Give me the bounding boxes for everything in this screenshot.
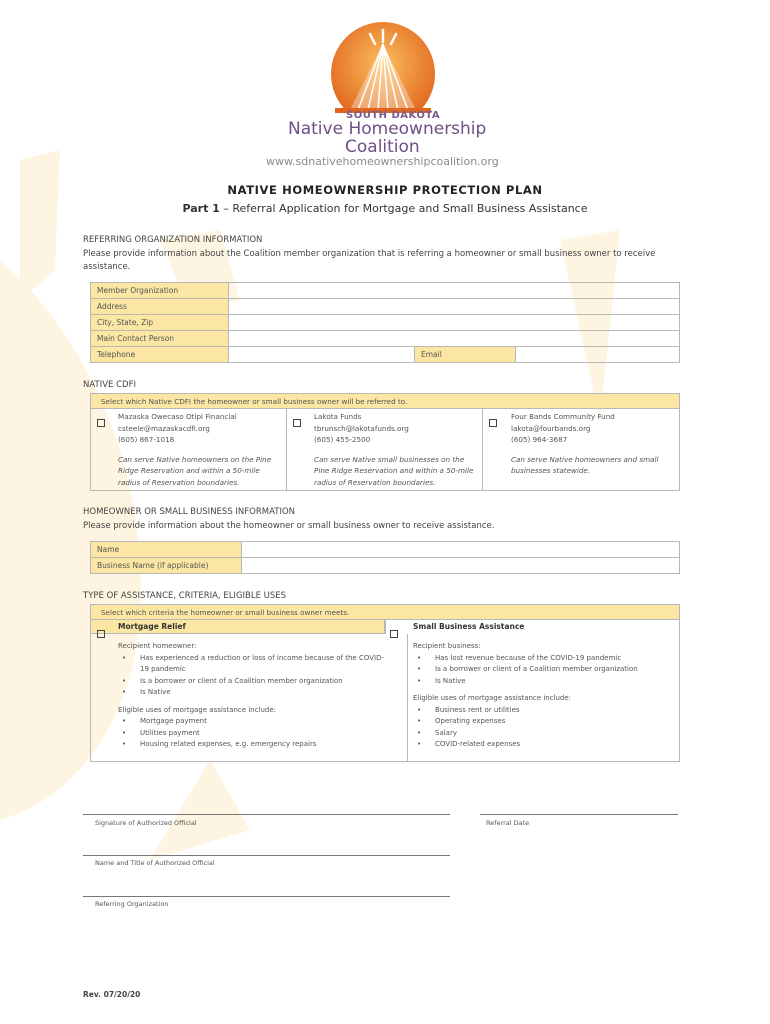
divider bbox=[482, 408, 483, 491]
use-item: • Utilities payment bbox=[118, 728, 388, 740]
criteria-item: • Has lost revenue because of the COVID-19 pandemic bbox=[413, 653, 673, 665]
logo-line-3: Coalition bbox=[345, 137, 420, 157]
main-contact-label: Main Contact Person bbox=[91, 331, 229, 347]
member-org-label: Member Organization bbox=[91, 283, 229, 299]
cdfi-phone: (605) 867-1018 bbox=[118, 435, 175, 444]
subtitle-text: – Referral Application for Mortgage and Small Business Assistance bbox=[219, 202, 588, 215]
logo-line-2: Native Homeownership bbox=[288, 119, 487, 139]
date-label: Referral Date bbox=[486, 819, 530, 827]
cdfi-phone: (605) 964-3687 bbox=[511, 435, 568, 444]
subtitle-part: Part 1 bbox=[182, 202, 220, 215]
name-label: Name bbox=[91, 542, 242, 558]
cdfi-note: Can serve Native homeowners and small businesses statewide. bbox=[511, 454, 659, 475]
mortgage-relief-checkbox[interactable] bbox=[97, 630, 105, 638]
criteria-item: • Is Native bbox=[413, 676, 673, 688]
mortgage-criteria bbox=[118, 641, 388, 751]
name-title-line[interactable] bbox=[83, 855, 450, 856]
assistance-select-bar: Select which criteria the homeowner or small business owner meets. bbox=[90, 604, 680, 620]
city-state-zip-field[interactable] bbox=[229, 315, 680, 331]
use-item: • Business rent or utilities bbox=[413, 705, 673, 717]
homeowner-table bbox=[90, 541, 680, 574]
cdfi-option-lakota bbox=[314, 411, 474, 488]
name-field[interactable] bbox=[242, 542, 680, 558]
homeowner-desc: Please provide information about the homeowner or small business owner to receive assistance. bbox=[83, 521, 495, 531]
divider bbox=[407, 634, 408, 762]
revision-date: Rev. 07/20/20 bbox=[83, 990, 141, 999]
telephone-field[interactable] bbox=[229, 347, 415, 363]
referring-org-line[interactable] bbox=[83, 896, 450, 897]
logo-url: www.sdnativehomeownershipcoalition.org bbox=[266, 155, 499, 168]
referring-org-label: Referring Organization bbox=[95, 900, 169, 908]
page-subtitle bbox=[0, 202, 770, 215]
cdfi-phone: (605) 455-2500 bbox=[314, 435, 371, 444]
telephone-label: Telephone bbox=[91, 347, 229, 363]
cdfi-option-mazaska bbox=[118, 411, 278, 488]
referring-desc: Please provide information about the Coalition member organization that is referring a homeowner or small business owner to receive assistance. bbox=[83, 249, 656, 272]
criteria-item: • Is a borrower or client of a Coalition member organization bbox=[413, 664, 673, 676]
use-item: • COVID-related expenses bbox=[413, 739, 673, 751]
page-title: NATIVE HOMEOWNERSHIP PROTECTION PLAN bbox=[227, 183, 543, 197]
use-item: • Salary bbox=[413, 728, 673, 740]
email-label: Email bbox=[415, 347, 516, 363]
name-title-label: Name and Title of Authorized Official bbox=[95, 859, 215, 867]
small-business-checkbox[interactable] bbox=[390, 630, 398, 638]
main-contact-field[interactable] bbox=[229, 331, 680, 347]
business-criteria bbox=[413, 641, 673, 751]
divider bbox=[385, 619, 386, 634]
cdfi-option-fourbands bbox=[511, 411, 671, 477]
uses-label: Eligible uses of mortgage assistance include: bbox=[118, 705, 277, 714]
assistance-heading: TYPE OF ASSISTANCE, CRITERIA, ELIGIBLE USES bbox=[83, 591, 287, 601]
uses-label: Eligible uses of mortgage assistance include: bbox=[413, 694, 572, 702]
cdfi-name: Lakota Funds bbox=[314, 412, 362, 421]
address-field[interactable] bbox=[229, 299, 680, 315]
cdfi-checkbox-lakota[interactable] bbox=[293, 419, 301, 427]
business-name-field[interactable] bbox=[242, 558, 680, 574]
cdfi-checkbox-fourbands[interactable] bbox=[489, 419, 497, 427]
use-item: • Mortgage payment bbox=[118, 716, 388, 728]
cdfi-email: csteele@mazaskacdfi.org bbox=[118, 423, 210, 433]
homeowner-heading: HOMEOWNER OR SMALL BUSINESS INFORMATION bbox=[83, 507, 295, 517]
small-business-title: Small Business Assistance bbox=[413, 622, 525, 631]
use-item: • Housing related expenses, e.g. emergency repairs bbox=[118, 739, 388, 751]
cdfi-note: Can serve Native small businesses on the Pine Ridge Reservation and within a 50-mile radius of Reservation boundaries. bbox=[314, 454, 474, 487]
use-item: • Operating expenses bbox=[413, 716, 673, 728]
signature-line[interactable] bbox=[83, 814, 450, 815]
business-name-label: Business Name (if applicable) bbox=[91, 558, 242, 574]
member-org-field[interactable] bbox=[229, 283, 680, 299]
cdfi-select-bar: Select which Native CDFI the homeowner or small business owner will be referred to. bbox=[90, 393, 680, 409]
cdfi-note: Can serve Native homeowners on the Pine Ridge Reservation and within a 50-mile radius of Reservation boundaries. bbox=[118, 454, 272, 487]
cdfi-email: tbrunsch@lakotafunds.org bbox=[314, 423, 409, 433]
cdfi-checkbox-mazaska[interactable] bbox=[97, 419, 105, 427]
email-field[interactable] bbox=[516, 347, 680, 363]
referring-table bbox=[90, 282, 680, 363]
recipient-label: Recipient business: bbox=[413, 642, 481, 650]
criteria-item: • Has experienced a reduction or loss of income because of the COVID-19 pandemic bbox=[118, 653, 388, 676]
address-label: Address bbox=[91, 299, 229, 315]
cdfi-name: Four Bands Community Fund bbox=[511, 412, 615, 421]
divider bbox=[286, 408, 287, 491]
cdfi-email: lakota@fourbands.org bbox=[511, 423, 591, 433]
criteria-item: • Is a borrower or client of a Coalition member organization bbox=[118, 676, 388, 688]
recipient-label: Recipient homeowner: bbox=[118, 642, 197, 650]
city-state-zip-label: City, State, Zip bbox=[91, 315, 229, 331]
criteria-item: • Is Native bbox=[118, 687, 388, 699]
mortgage-relief-title: Mortgage Relief bbox=[118, 622, 186, 631]
signature-label: Signature of Authorized Official bbox=[95, 819, 197, 827]
cdfi-name: Mazaska Owecaso Otipi Financial bbox=[118, 412, 237, 421]
referring-heading: REFERRING ORGANIZATION INFORMATION bbox=[83, 235, 263, 245]
cdfi-heading: NATIVE CDFI bbox=[83, 380, 136, 390]
logo-line-1: SOUTH DAKOTA bbox=[346, 110, 441, 121]
date-line[interactable] bbox=[480, 814, 678, 815]
